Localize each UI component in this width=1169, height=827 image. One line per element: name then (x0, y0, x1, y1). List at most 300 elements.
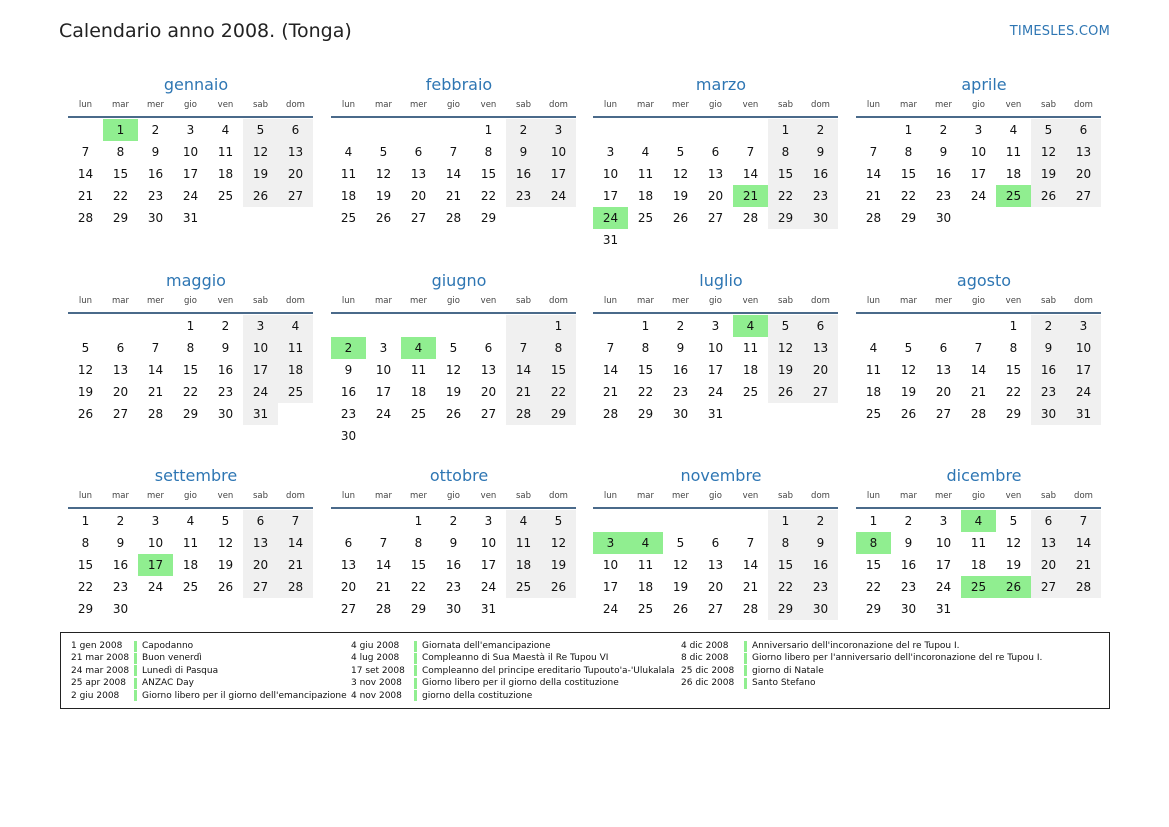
day-cell: 24 (243, 381, 278, 403)
empty-cell (401, 315, 436, 337)
legend-date: 1 gen 2008 (71, 641, 123, 651)
weekday-label: gio (972, 296, 985, 306)
day-cell: 10 (602, 558, 619, 572)
day-cell: 17 (1066, 359, 1101, 381)
day-cell: 6 (803, 315, 838, 337)
day-cell: 11 (637, 167, 654, 181)
day-cell: 24 (480, 580, 497, 594)
day-cell: 13 (707, 558, 724, 572)
day-cell: 8 (641, 341, 650, 355)
weekday-label: gio (184, 100, 197, 110)
legend-date: 4 dic 2008 (681, 641, 729, 651)
day-cell: 23 (217, 385, 234, 399)
header-rule (331, 312, 576, 314)
day-cell: 25 (217, 189, 234, 203)
weekday-label: gio (184, 296, 197, 306)
month-febbraio (331, 74, 577, 229)
day-cell: 13 (707, 167, 724, 181)
day-cell: 16 (803, 163, 838, 185)
weekday-label: dom (286, 296, 305, 306)
day-grid (68, 119, 314, 229)
weekday-header (331, 99, 577, 112)
day-cell: 18 (742, 363, 759, 377)
day-cell: 2 (151, 123, 160, 137)
weekday-label: lun (341, 296, 356, 306)
weekday-label: dom (1074, 491, 1093, 501)
day-cell: 27 (707, 602, 724, 616)
legend-holiday-name: Compleanno del principe ereditario Tupouto'a-'Ulukalala (422, 665, 675, 676)
weekday-label: ven (217, 100, 234, 110)
day-cell: 22 (900, 189, 917, 203)
legend-item (681, 652, 1042, 664)
day-cell: 20 (1031, 554, 1066, 576)
day-cell: 12 (77, 363, 94, 377)
day-cell: 26 (243, 185, 278, 207)
day-cell: 13 (803, 337, 838, 359)
weekday-label: lun (866, 100, 881, 110)
weekday-label: ven (217, 491, 234, 501)
holiday-day-cell: 25 (961, 576, 996, 598)
day-cell: 5 (1009, 514, 1018, 528)
month-agosto (856, 270, 1102, 425)
weekday-label: gio (447, 296, 460, 306)
legend-item (681, 665, 1042, 677)
day-cell: 26 (375, 211, 392, 225)
holiday-day-cell: 17 (138, 554, 173, 576)
day-cell: 6 (414, 145, 423, 159)
day-cell: 29 (182, 407, 199, 421)
day-cell: 22 (182, 385, 199, 399)
page-title: Calendario anno 2008. (Tonga) (59, 20, 352, 42)
weekday-label: mar (375, 100, 392, 110)
weekday-label: mer (671, 491, 689, 501)
weekday-header (593, 99, 839, 112)
weekday-label: dom (1074, 100, 1093, 110)
weekday-label: mer (934, 491, 952, 501)
weekday-label: gio (709, 100, 722, 110)
day-cell: 25 (637, 602, 654, 616)
month-name: marzo (695, 75, 747, 94)
month-aprile (856, 74, 1102, 229)
day-cell: 29 (410, 602, 427, 616)
weekday-label: lun (78, 491, 93, 501)
month-name: agosto (956, 271, 1012, 290)
empty-cell (698, 119, 733, 141)
month-name: maggio (166, 271, 226, 290)
day-cell: 20 (1066, 163, 1101, 185)
legend-date: 3 nov 2008 (351, 678, 402, 689)
day-cell: 10 (480, 536, 497, 550)
brand-link[interactable]: TIMESLES.COM (1009, 24, 1110, 39)
day-cell: 10 (541, 141, 576, 163)
day-cell: 21 (602, 385, 619, 399)
day-cell: 18 (1005, 167, 1022, 181)
day-cell: 14 (506, 359, 541, 381)
day-cell: 1 (541, 315, 576, 337)
legend-column (681, 640, 1042, 690)
legend-date: 2 giu 2008 (71, 690, 120, 701)
day-cell: 25 (506, 576, 541, 598)
weekday-label: lun (78, 100, 93, 110)
day-cell: 18 (340, 189, 357, 203)
day-cell: 9 (904, 536, 913, 550)
day-cell: 30 (803, 207, 838, 229)
day-cell: 12 (1005, 536, 1022, 550)
day-cell: 24 (707, 385, 724, 399)
day-cell: 29 (541, 403, 576, 425)
weekday-label: ven (742, 296, 759, 306)
day-grid (856, 315, 1102, 425)
day-cell: 7 (746, 536, 755, 550)
day-cell: 16 (217, 363, 234, 377)
day-cell: 16 (147, 167, 164, 181)
legend-holiday-name: ANZAC Day (142, 678, 194, 689)
holiday-day-cell: 26 (996, 576, 1031, 598)
day-cell: 27 (1066, 185, 1101, 207)
day-cell: 1 (186, 319, 195, 333)
day-cell: 11 (410, 363, 427, 377)
empty-cell (593, 510, 628, 532)
day-cell: 12 (217, 536, 234, 550)
day-cell: 25 (742, 385, 759, 399)
month-name: ottobre (429, 466, 489, 485)
month-name: luglio (699, 271, 743, 290)
empty-cell (628, 510, 663, 532)
day-cell: 7 (869, 145, 878, 159)
day-cell: 19 (77, 385, 94, 399)
day-cell: 28 (602, 407, 619, 421)
day-cell: 19 (217, 558, 234, 572)
holiday-day-cell: 24 (593, 207, 628, 229)
day-cell: 5 (768, 315, 803, 337)
weekday-label: ven (480, 296, 497, 306)
day-cell: 3 (541, 119, 576, 141)
day-cell: 10 (935, 536, 952, 550)
day-cell: 14 (742, 558, 759, 572)
day-cell: 17 (480, 558, 497, 572)
day-grid (593, 510, 839, 620)
legend-item (71, 677, 347, 689)
day-cell: 20 (707, 189, 724, 203)
legend-item (351, 677, 675, 689)
day-cell: 5 (243, 119, 278, 141)
day-cell: 7 (746, 145, 755, 159)
legend-holiday-name: Anniversario dell'incoronazione del re Tupou I. (752, 641, 960, 651)
day-cell: 19 (375, 189, 392, 203)
day-cell: 5 (449, 341, 458, 355)
day-cell: 16 (935, 167, 952, 181)
month-ottobre (331, 465, 577, 620)
day-cell: 24 (602, 602, 619, 616)
day-cell: 21 (970, 385, 987, 399)
day-cell: 18 (637, 580, 654, 594)
day-cell: 21 (742, 580, 759, 594)
day-cell: 18 (637, 189, 654, 203)
day-cell: 25 (278, 381, 313, 403)
day-cell: 16 (672, 363, 689, 377)
month-name: aprile (961, 75, 1007, 94)
day-grid (856, 510, 1102, 620)
day-cell: 7 (449, 145, 458, 159)
month-settembre (68, 465, 314, 620)
weekday-label: mar (637, 100, 654, 110)
day-cell: 1 (768, 510, 803, 532)
day-cell: 5 (1031, 119, 1066, 141)
weekday-label: mar (637, 296, 654, 306)
day-cell: 23 (803, 185, 838, 207)
day-cell: 15 (410, 558, 427, 572)
day-cell: 18 (278, 359, 313, 381)
weekday-label: sab (1040, 100, 1057, 110)
day-cell: 15 (541, 359, 576, 381)
day-cell: 1 (641, 319, 650, 333)
day-cell: 15 (768, 554, 803, 576)
day-cell: 27 (1031, 576, 1066, 598)
day-cell: 9 (449, 536, 458, 550)
day-cell: 17 (182, 167, 199, 181)
legend-holiday-name: Capodanno (142, 641, 194, 651)
weekday-label: mer (934, 100, 952, 110)
day-cell: 27 (803, 381, 838, 403)
day-cell: 5 (541, 510, 576, 532)
month-novembre (593, 465, 839, 620)
day-cell: 15 (768, 163, 803, 185)
empty-cell (436, 315, 471, 337)
weekday-label: gio (447, 491, 460, 501)
day-cell: 15 (637, 363, 654, 377)
legend-item (681, 640, 1042, 652)
day-cell: 22 (112, 189, 129, 203)
day-cell: 2 (221, 319, 230, 333)
empty-cell (506, 315, 541, 337)
legend-date: 8 dic 2008 (681, 653, 729, 664)
day-cell: 19 (1031, 163, 1066, 185)
holiday-marker (134, 690, 137, 701)
day-cell: 20 (243, 554, 278, 576)
day-cell: 20 (112, 385, 129, 399)
weekday-label: sab (252, 100, 269, 110)
day-cell: 3 (186, 123, 195, 137)
day-cell: 12 (1031, 141, 1066, 163)
holiday-marker (414, 653, 417, 664)
day-cell: 13 (278, 141, 313, 163)
day-cell: 9 (116, 536, 125, 550)
day-cell: 23 (803, 576, 838, 598)
day-cell: 30 (900, 602, 917, 616)
weekday-label: dom (549, 296, 568, 306)
weekday-header (856, 490, 1102, 503)
day-cell: 9 (151, 145, 160, 159)
header-rule (856, 507, 1101, 509)
weekday-label: sab (515, 100, 532, 110)
day-cell: 6 (939, 341, 948, 355)
empty-cell (891, 315, 926, 337)
day-cell: 30 (147, 211, 164, 225)
day-cell: 13 (935, 363, 952, 377)
day-cell: 6 (1066, 119, 1101, 141)
legend-holiday-name: Giorno libero per il giorno dell'emancipazione (142, 690, 347, 701)
day-cell: 14 (77, 167, 94, 181)
weekday-label: dom (1074, 296, 1093, 306)
weekday-header (593, 295, 839, 308)
day-cell: 30 (935, 211, 952, 225)
day-cell: 23 (935, 189, 952, 203)
legend-item (351, 652, 675, 664)
day-cell: 13 (480, 363, 497, 377)
empty-cell (436, 119, 471, 141)
day-cell: 15 (900, 167, 917, 181)
day-cell: 6 (484, 341, 493, 355)
holiday-marker (134, 653, 137, 664)
day-cell: 8 (768, 141, 803, 163)
day-cell: 29 (768, 598, 803, 620)
day-cell: 9 (1031, 337, 1066, 359)
day-cell: 22 (541, 381, 576, 403)
day-cell: 12 (541, 532, 576, 554)
day-grid (593, 119, 839, 251)
weekday-label: lun (78, 296, 93, 306)
day-grid (68, 315, 314, 425)
empty-cell (663, 510, 698, 532)
header-rule (68, 507, 313, 509)
weekday-label: lun (866, 296, 881, 306)
empty-cell (471, 315, 506, 337)
day-cell: 25 (340, 211, 357, 225)
empty-cell (68, 315, 103, 337)
day-cell: 27 (410, 211, 427, 225)
day-cell: 6 (1031, 510, 1066, 532)
day-cell: 4 (641, 145, 650, 159)
day-cell: 12 (672, 167, 689, 181)
weekday-header (68, 490, 314, 503)
day-cell: 6 (243, 510, 278, 532)
legend-date: 17 set 2008 (351, 665, 405, 676)
day-cell: 2 (116, 514, 125, 528)
empty-cell (733, 510, 768, 532)
holiday-marker (134, 665, 137, 676)
day-cell: 15 (182, 363, 199, 377)
day-cell: 17 (970, 167, 987, 181)
day-cell: 11 (182, 536, 199, 550)
day-cell: 27 (278, 185, 313, 207)
day-cell: 12 (900, 363, 917, 377)
legend-item (71, 652, 347, 664)
day-cell: 1 (869, 514, 878, 528)
day-cell: 16 (445, 558, 462, 572)
day-cell: 1 (904, 123, 913, 137)
day-cell: 5 (676, 145, 685, 159)
day-cell: 24 (970, 189, 987, 203)
day-cell: 4 (1009, 123, 1018, 137)
day-cell: 14 (1066, 532, 1101, 554)
day-cell: 12 (445, 363, 462, 377)
legend-date: 4 giu 2008 (351, 641, 400, 651)
day-cell: 13 (340, 558, 357, 572)
day-cell: 5 (379, 145, 388, 159)
day-grid (331, 510, 577, 620)
legend-date: 21 mar 2008 (71, 653, 130, 664)
day-cell: 7 (606, 341, 615, 355)
day-cell: 28 (77, 211, 94, 225)
day-cell: 6 (116, 341, 125, 355)
day-cell: 31 (480, 602, 497, 616)
day-cell: 23 (445, 580, 462, 594)
legend-column (71, 640, 347, 702)
day-cell: 17 (243, 359, 278, 381)
holiday-day-cell: 8 (856, 532, 891, 554)
day-cell: 28 (506, 403, 541, 425)
day-cell: 18 (970, 558, 987, 572)
day-cell: 30 (340, 429, 357, 443)
day-cell: 31 (182, 211, 199, 225)
weekday-label: ven (742, 491, 759, 501)
weekday-label: gio (709, 491, 722, 501)
day-cell: 9 (221, 341, 230, 355)
empty-cell (663, 119, 698, 141)
weekday-label: ven (480, 491, 497, 501)
day-cell: 9 (803, 532, 838, 554)
day-cell: 5 (221, 514, 230, 528)
day-cell: 1 (414, 514, 423, 528)
day-cell: 24 (935, 580, 952, 594)
day-cell: 12 (243, 141, 278, 163)
day-cell: 4 (221, 123, 230, 137)
header-rule (593, 116, 838, 118)
day-cell: 23 (672, 385, 689, 399)
legend-item (71, 640, 347, 652)
day-cell: 27 (243, 576, 278, 598)
holiday-day-cell: 21 (733, 185, 768, 207)
day-cell: 6 (278, 119, 313, 141)
day-cell: 19 (243, 163, 278, 185)
day-cell: 2 (803, 119, 838, 141)
legend-date: 26 dic 2008 (681, 678, 735, 689)
day-cell: 31 (707, 407, 724, 421)
day-cell: 20 (707, 580, 724, 594)
day-cell: 5 (904, 341, 913, 355)
day-cell: 5 (676, 536, 685, 550)
empty-cell (331, 510, 366, 532)
day-cell: 8 (768, 532, 803, 554)
empty-cell (366, 315, 401, 337)
weekday-header (593, 490, 839, 503)
day-cell: 10 (243, 337, 278, 359)
legend-date: 4 nov 2008 (351, 690, 402, 701)
holiday-day-cell: 25 (996, 185, 1031, 207)
day-cell: 4 (869, 341, 878, 355)
holiday-legend (60, 632, 1110, 709)
day-grid (331, 119, 577, 229)
legend-date: 25 dic 2008 (681, 665, 735, 676)
empty-cell (856, 119, 891, 141)
day-cell: 15 (480, 167, 497, 181)
day-cell: 11 (506, 532, 541, 554)
holiday-marker (414, 678, 417, 689)
day-cell: 26 (1031, 185, 1066, 207)
day-cell: 14 (147, 363, 164, 377)
weekday-label: ven (480, 100, 497, 110)
day-cell: 25 (865, 407, 882, 421)
empty-cell (628, 119, 663, 141)
day-cell: 20 (278, 163, 313, 185)
weekday-label: dom (811, 491, 830, 501)
weekday-label: mar (900, 100, 917, 110)
day-cell: 21 (147, 385, 164, 399)
weekday-label: mer (146, 491, 164, 501)
day-cell: 1 (1009, 319, 1018, 333)
day-cell: 18 (865, 385, 882, 399)
weekday-label: mer (146, 100, 164, 110)
